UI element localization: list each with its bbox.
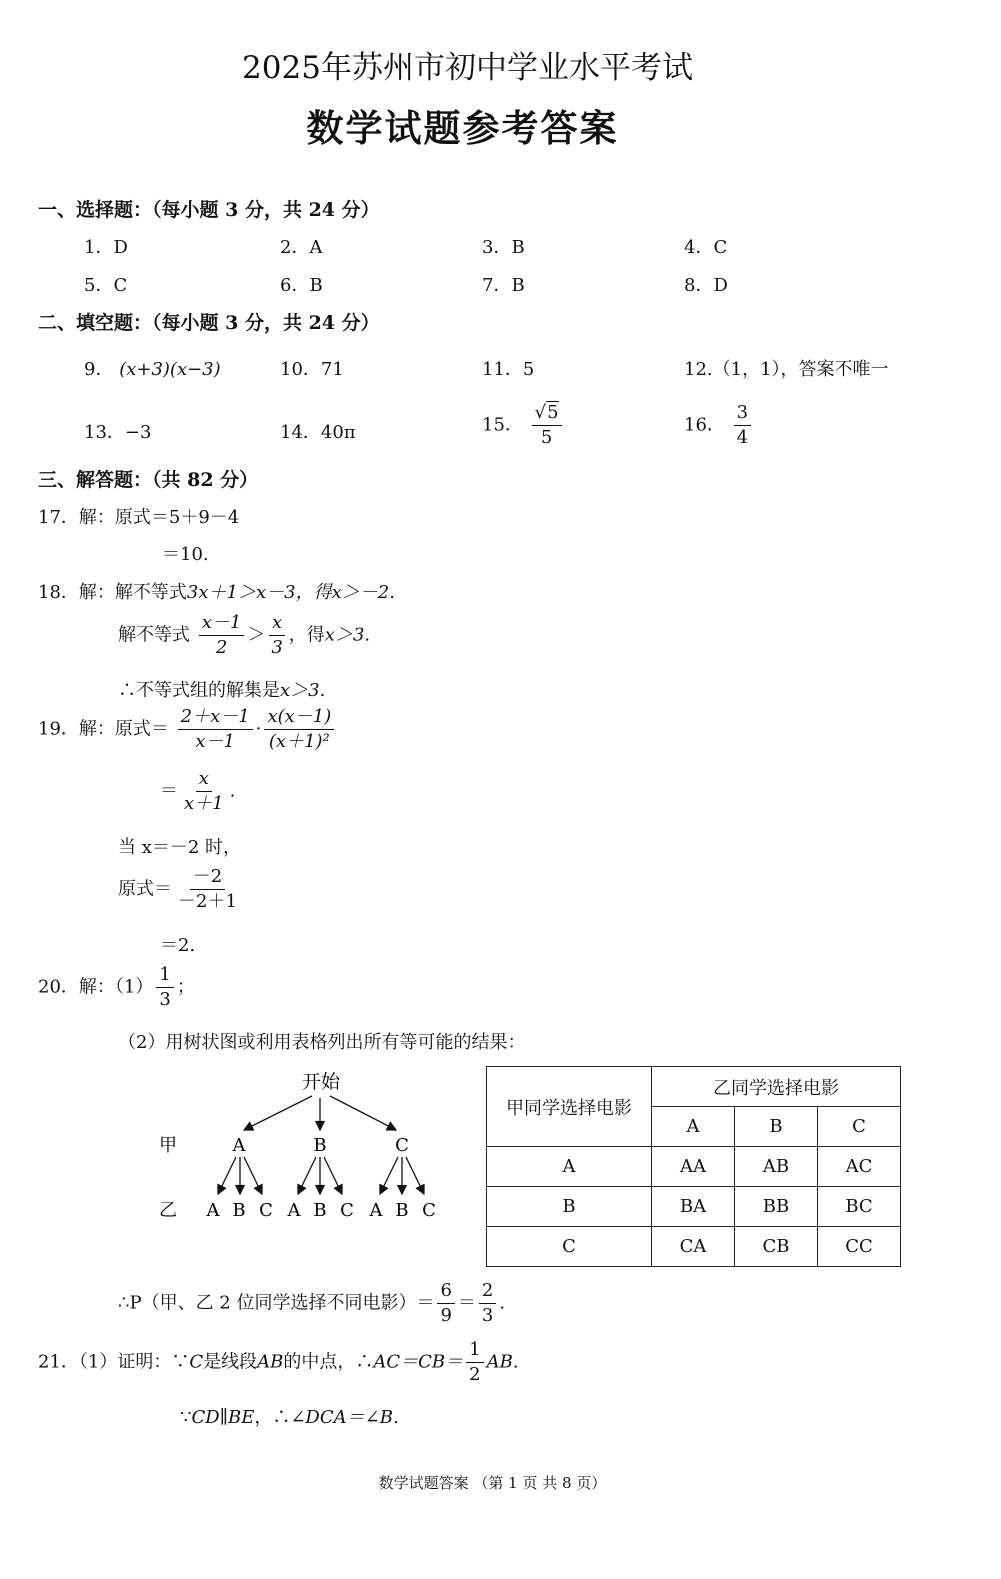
table-row <box>487 1227 901 1267</box>
q20-num: 1 <box>156 964 173 988</box>
tree-node-l2: B <box>395 1200 409 1221</box>
answer-4: 4．C <box>684 237 728 258</box>
q19-f3-num: x <box>196 768 212 792</box>
tree-node-l2: C <box>422 1200 436 1221</box>
q20-fraction <box>156 964 173 1011</box>
answer-10: 10．71 <box>280 359 344 380</box>
tree-node-l2: B <box>232 1200 246 1221</box>
q20-part2: （2）用树状图或利用表格列出所有等可能的结果： <box>118 1032 526 1053</box>
q21-period: . <box>512 1351 519 1373</box>
tree-row2-label: 乙 <box>159 1200 177 1221</box>
q21-half-num: 1 <box>466 1339 483 1363</box>
answer-16-numerator: 3 <box>734 402 751 426</box>
q18-period2: . <box>364 624 371 646</box>
tree-node-l2: A <box>206 1200 220 1221</box>
q20-label: 20．解：（1） <box>38 976 154 998</box>
answer-16-denominator: 4 <box>736 427 749 448</box>
q20-den: 3 <box>159 989 171 1010</box>
q19-f3-den: x＋1 <box>184 793 224 814</box>
table-col-c: C <box>818 1107 901 1147</box>
table-cell: CB <box>735 1227 818 1267</box>
q19-fraction1 <box>178 706 253 753</box>
q19-eq: ＝ <box>160 780 178 802</box>
table-col-a: A <box>652 1107 735 1147</box>
tree-edge <box>324 1157 342 1194</box>
answer-2: 2．A <box>280 237 323 258</box>
table-col-header: 乙同学选择电影 <box>652 1067 901 1107</box>
answer-9-value: (x+3)(x−3) <box>119 359 221 380</box>
q19-orig: 原式＝ <box>118 878 172 900</box>
q19-period: . <box>229 780 236 802</box>
answer-14: 14．40π <box>280 422 356 443</box>
q19-fraction4 <box>175 866 240 913</box>
section3-heading: 三、解答题：（共 82 分） <box>38 469 259 491</box>
results-table <box>486 1066 901 1267</box>
q21-point-c: C <box>189 1351 204 1373</box>
q18-fraction1 <box>199 612 245 659</box>
q21-because: ∵ <box>180 1407 192 1428</box>
answer-6: 6．B <box>280 275 323 296</box>
page-footer: 数学试题答案 （第 1 页 共 8 页） <box>378 1474 607 1492</box>
q21-half-den: 2 <box>469 1364 481 1385</box>
q19-line4 <box>118 866 243 913</box>
q17-line2: ＝10. <box>162 544 209 565</box>
q21-line2 <box>180 1403 399 1429</box>
q20-line1 <box>38 964 195 1011</box>
table-cell: CA <box>652 1227 735 1267</box>
q20-p2-num: 2 <box>479 1280 496 1304</box>
q19-label: 19．解：原式＝ <box>38 718 169 740</box>
q20-p1-den: 9 <box>440 1305 452 1326</box>
q20-p2-den: 3 <box>481 1305 494 1326</box>
q21-text2: 的中点，∴ <box>283 1351 374 1373</box>
q20-prob-fraction2 <box>479 1280 496 1327</box>
q19-fraction3 <box>181 768 227 815</box>
q21-therefore: ，∴ <box>254 1407 291 1428</box>
answer-16-label: 16． <box>684 414 725 436</box>
answer-16 <box>684 402 754 449</box>
q18-f1-den: 2 <box>215 637 228 658</box>
q18-text: 18．解：解不等式 <box>38 582 187 603</box>
answer-15-denominator: 5 <box>540 427 553 448</box>
table-cell: BB <box>735 1187 818 1227</box>
q20-period: . <box>499 1292 506 1314</box>
tree-edge <box>380 1157 398 1194</box>
table-cell: BA <box>652 1187 735 1227</box>
tree-edge <box>218 1157 236 1194</box>
answer-15-fraction: $\frac{√5}{5}$ <box>532 402 562 449</box>
q18-fraction2 <box>268 612 285 659</box>
answer-key-title: 数学试题参考答案 <box>306 106 619 150</box>
q18-final-set: x＞3 <box>280 680 320 701</box>
tree-edge <box>244 1157 262 1194</box>
tree-edge <box>330 1096 396 1130</box>
q18-inequality1: 3x＋1＞x－3，得 <box>186 582 332 603</box>
q20-semicolon: ； <box>176 976 195 998</box>
answer-13: 13．−3 <box>84 422 152 443</box>
tree-node-l2: C <box>259 1200 273 1221</box>
tree-edge <box>298 1157 316 1194</box>
tree-node-l2: B <box>313 1200 327 1221</box>
q19-fraction2 <box>264 706 334 753</box>
answer-15 <box>482 402 565 449</box>
table-cell: CC <box>818 1227 901 1267</box>
q18-f2-den: 3 <box>271 637 283 658</box>
q21-segment-ab: AB <box>257 1351 284 1373</box>
q18-conclusion: ∴不等式组的解集是 <box>118 680 280 701</box>
tree-edge <box>406 1157 424 1194</box>
q18-solution1: x＞－2 <box>331 582 390 603</box>
answer-16-fraction <box>734 402 751 449</box>
tree-diagram <box>140 1060 460 1240</box>
q19-f1-num: 2＋x－1 <box>178 706 253 730</box>
q19-f4-num: －2 <box>190 866 225 890</box>
answer-7: 7．B <box>482 275 525 296</box>
q18-period: . <box>389 582 395 603</box>
q19-line2 <box>160 768 235 815</box>
q18-gt: ＞ <box>247 624 266 646</box>
q21-line1 <box>38 1339 519 1386</box>
q20-p1-num: 6 <box>437 1280 454 1304</box>
table-row-label: A <box>487 1147 652 1187</box>
q18-text2: 解不等式 <box>118 624 190 646</box>
answer-9 <box>84 355 221 381</box>
table-cell: AB <box>735 1147 818 1187</box>
q19-f4-den: －2＋1 <box>178 891 237 912</box>
table-row-label: C <box>487 1227 652 1267</box>
q18-line2 <box>118 612 370 659</box>
q18-f2-num: x <box>269 612 285 636</box>
q19-f1-den: x－1 <box>195 731 235 752</box>
table-cell: BC <box>818 1187 901 1227</box>
answer-9-label: 9． <box>84 359 114 380</box>
table-cell: AA <box>652 1147 735 1187</box>
table-cell: AC <box>818 1147 901 1187</box>
answer-15-label: 15． <box>482 414 523 436</box>
q18-de: ，得 <box>288 624 325 646</box>
q19-dot: · <box>255 718 262 740</box>
section2-heading: 二、填空题：（每小题 3 分，共 24 分） <box>38 312 380 334</box>
sqrt-radicand: 5 <box>547 402 559 423</box>
exam-title: 2025年苏州市初中学业水平考试 <box>242 50 693 86</box>
q21-half-fraction <box>466 1339 483 1386</box>
tree-node-l2: A <box>287 1200 301 1221</box>
q21-label: 21．（1）证明：∵ <box>38 1351 190 1373</box>
q18-solution2: x＞3 <box>324 624 365 646</box>
q19-f2-num: x(x－1) <box>264 706 334 730</box>
q21-parallel: CD∥BE <box>191 1407 255 1428</box>
tree-node-l2: C <box>340 1200 354 1221</box>
answer-5: 5．C <box>84 275 128 296</box>
tree-start: 开始 <box>301 1071 341 1093</box>
answer-12: 12.（1，1），答案不唯一 <box>684 359 889 380</box>
answer-1: 1．D <box>84 237 128 258</box>
q20-probability <box>118 1280 505 1327</box>
q19-result: ＝2. <box>160 935 196 956</box>
table-row <box>487 1147 901 1187</box>
tree-node-l1: A <box>232 1135 246 1156</box>
tree-node-l2: A <box>369 1200 383 1221</box>
q20-prob-fraction1 <box>437 1280 454 1327</box>
q20-prob-text: ∴P（甲、乙 2 位同学选择不同电影）＝ <box>118 1292 435 1314</box>
q19-line1 <box>38 706 337 753</box>
tree-edge <box>244 1096 312 1130</box>
q21-angles: ∠DCA＝∠B <box>290 1407 393 1428</box>
tree-row1-label: 甲 <box>159 1135 177 1156</box>
table-row-label: B <box>487 1187 652 1227</box>
q17-line1: 17．解：原式＝5＋9－4 <box>38 507 240 528</box>
q19-when: 当 x＝－2 时， <box>118 837 242 858</box>
table-row <box>487 1187 901 1227</box>
q21-text1: 是线段 <box>203 1351 258 1373</box>
q20-p-eq: ＝ <box>457 1292 476 1314</box>
q21-ab: AB <box>486 1351 513 1373</box>
q18-f1-num: x－1 <box>199 612 245 636</box>
q21-equation: AC＝CB＝ <box>373 1351 464 1373</box>
tree-node-l1: B <box>313 1135 327 1156</box>
answer-8: 8．D <box>684 275 728 296</box>
table-row-header: 甲同学选择电影 <box>487 1067 652 1147</box>
q18-line3 <box>118 676 325 702</box>
section1-heading: 一、选择题：（每小题 3 分，共 24 分） <box>38 199 380 221</box>
answer-3: 3．B <box>482 237 525 258</box>
tree-node-l1: C <box>395 1135 409 1156</box>
answer-11: 11．5 <box>482 359 535 380</box>
table-col-b: B <box>735 1107 818 1147</box>
q19-f2-den: (x＋1)² <box>268 731 330 752</box>
q21-period2: . <box>392 1407 399 1428</box>
q18-line1 <box>38 578 395 604</box>
q18-period3: . <box>319 680 326 701</box>
